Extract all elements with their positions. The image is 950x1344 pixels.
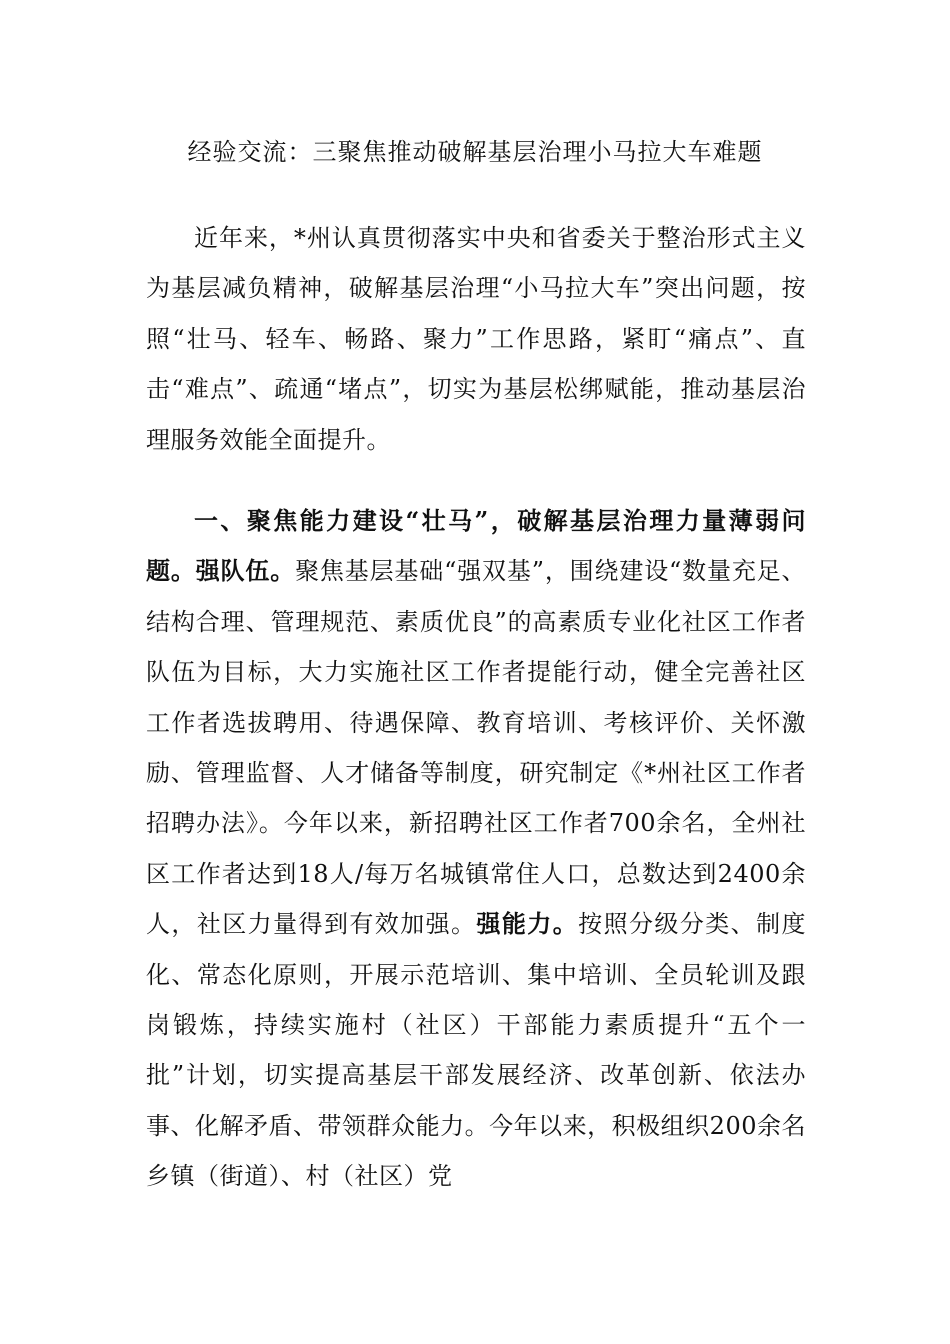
strong-team-text: 聚焦基层基础“强双基”，围绕建设“数量充足、结构合理、管理规范、素质优良”的高素质专业化社区工作者队伍为目标，大力实施社区工作者提能行动，健全完善社区工作者选拔聘用、待遇保障、教育培训、考核评价、关怀激励、管理监督、人才储备等制度，研究制定《*州社区工作者招聘办法》。今年以来，新招聘社区工作者700余名，全州社区工作者达到18人/每万名城镇常住人口，总数达到2400余人，社区力量得到有效加强。 (146, 557, 807, 939)
intro-paragraph: 近年来，*州认真贯彻落实中央和省委关于整治形式主义为基层减负精神，破解基层治理“小马拉大车”突出问题，按照“壮马、轻车、畅路、聚力”工作思路，紧盯“痛点”、直击“难点”、疏通“堵点”，切实为基层松绑赋能，推动基层治理服务效能全面提升。 (146, 224, 806, 454)
section-one-heading: 一、聚焦能力建设“壮马”，破解基层治理力量薄弱问题。 (146, 506, 806, 586)
section-one-paragraph (146, 496, 806, 1202)
document-title: 经验交流：三聚焦推动破解基层治理小马拉大车难题 (187, 138, 763, 166)
subheading-strong-ability: 强能力。 (476, 909, 579, 939)
subheading-strong-team: 强队伍。 (195, 556, 296, 586)
strong-ability-text: 按照分级分类、制度化、常态化原则，开展示范培训、集中培训、全员轮训及跟岗锻炼，持续实施村（社区）干部能力素质提升“五个一批”计划，切实提高基层干部发展经济、改革创新、依法办事、化解矛盾、带领群众能力。今年以来，积极组织200余名乡镇（街道）、村（社区）党 (146, 910, 807, 1191)
